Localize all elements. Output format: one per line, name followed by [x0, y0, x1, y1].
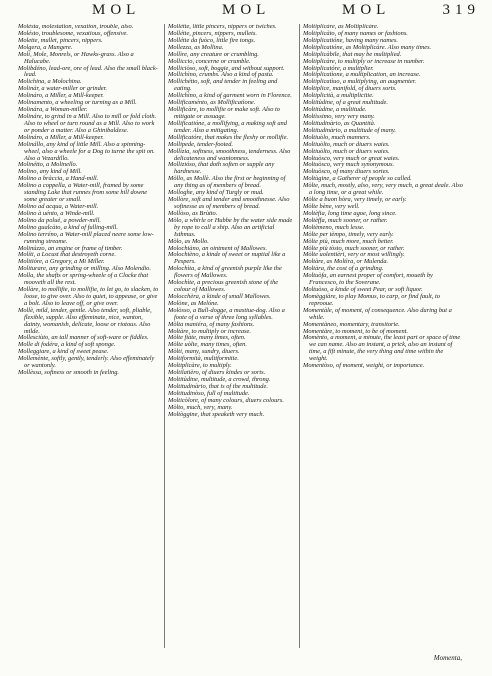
dictionary-entry: Molliciòso, soft, boggie, and without support.	[168, 64, 285, 72]
dictionary-entry: Moltìssimo, very very many.	[303, 112, 375, 120]
dictionary-entry: Mollipede, tender-footed.	[168, 140, 234, 148]
dictionary-entry: Molla, the shafts or spring-wheele of a Clocke that mooveth all the rest.	[18, 272, 149, 287]
dictionary-entry: Moltitudinàrio, as Quantità.	[303, 119, 376, 127]
dictionary-entry: Moltiplicatióne, as Moltiplicàre. Also many times.	[303, 43, 432, 51]
dictionary-entry: Mòlto, much, very, many.	[168, 403, 233, 411]
dictionary-entry: Moltiformità, multiformitie.	[168, 355, 239, 363]
dictionary-entry: Moltitùdine, of a great multitude.	[303, 99, 388, 107]
dictionary-entry: Mollétte, little pincers, nippers or twiches.	[168, 24, 277, 30]
dictionary-entry: Molichina, a Molochina.	[18, 78, 82, 86]
dictionary-entry: Moltiplicàto, of many names or fashions.	[303, 29, 408, 37]
dictionary-entry: Mòlte per tèmpo, timely, very early.	[303, 230, 394, 238]
dictionary-entry: Mòlte più, much more, much better.	[303, 237, 394, 245]
dictionary-entry: Moltiplicatìone, a multiplication, an increase.	[303, 71, 421, 79]
dictionary-entry: Momènto, a moment, a minute, the least part or space of time we can name. Also an instant, a prick, also an instant of time, a fift minute, the very thing and time within the weight.	[303, 334, 461, 363]
dictionary-entry: Moltiplicatìuo, a multiplying, an augmenter.	[303, 78, 417, 86]
column-2	[168, 24, 296, 650]
dictionary-entry: Momentòso, of moment, weight, or importance.	[303, 362, 425, 370]
dictionary-entry: Molgera, a Mungere.	[18, 43, 73, 51]
dictionary-entry: Mollesciùto, an tall manner of soft-ware or fiddles.	[18, 334, 149, 342]
dictionary-entry: Mòlte uòlte, many times, often.	[168, 341, 247, 349]
dictionary-entry: Moltitudinàrio, a multitude of many.	[303, 126, 397, 134]
running-head-left: MOL	[92, 2, 141, 18]
dictionary-entry: Moltiuòlo, much manners.	[303, 133, 371, 141]
dictionary-entry: Mollizióso, that doth soften or supple any hardnesse.	[168, 161, 275, 176]
dictionary-entry: Molino, any kind of Mill.	[18, 168, 82, 176]
dictionary-entry: Mollè, mild, tender, gentle. Also tender, soft, pliable, flexible, supple. Also effeminate, nice, wanton, dainty, womanish, delicate, loose or riotous. Also milde.	[18, 306, 152, 335]
dictionary-entry: Molòsso, a Bull-dogge, a mastiue-dog. Also a foote of a verse of three long syllables.	[168, 306, 285, 321]
dictionary-entry: Molinamento, a wheeling or turning as a Mill.	[18, 99, 137, 107]
dictionary-entry: Moltiplicatóre, a multiplier.	[303, 64, 374, 72]
column-divider-2	[299, 24, 300, 648]
running-head-right: MOL	[342, 2, 391, 18]
dictionary-entry: Mòlte fiàte, many times, often.	[168, 334, 246, 342]
dictionary-entry: Mollòre, soft and tender and smoothnesse. Also softnesse as of members of bread.	[168, 196, 290, 210]
dictionary-entry: Molino gualcàto, a kind of fulling-mill.	[18, 223, 118, 231]
dictionary-entry: Mollificatóre, that makes the fleshy or mollifie.	[168, 133, 289, 141]
dictionary-entry: Mòlte uolentièri, very or most willingly.	[303, 251, 405, 259]
dictionary-entry: Molí, Mole, Monrels, or Hawks-grass. Also a Halucabe.	[18, 50, 134, 65]
dictionary-entry: Moltuòfa, an earnest proper of comfort, moueth by Francesco, to the Soverane.	[303, 272, 433, 287]
dictionary-entry: Molle di fodéra, a kind of soft sponge.	[18, 341, 116, 349]
dictionary-entry: Moltùgine, a Gatherer of people so called.	[303, 175, 412, 183]
dictionary-entry: Moltàre, to multiply or increase.	[168, 327, 251, 335]
dictionary-entry: Momèggiàre, to play Momus, to carp, or find fault, to reprooue.	[303, 292, 440, 307]
page-number: 319	[442, 2, 480, 18]
dictionary-entry: Molino a coppella, a Water-mill, framed by some standing Lake that runnes from some hill downe some greater or small.	[18, 182, 148, 204]
dictionary-entry: Moltiuòlto, much or diuers waies.	[303, 140, 390, 148]
dictionary-entry: Molino à uénto, a Winde-mill.	[18, 209, 95, 217]
running-head-center: MOL	[222, 2, 271, 18]
dictionary-entry: Moltuòso, a kinde of sweet Pear, or soft liquor.	[303, 286, 423, 294]
page-header	[0, 0, 492, 24]
dictionary-entry: Moltiplicàre, to multiply.	[168, 362, 232, 370]
dictionary-entry: Molticòlore, of many colours, diuers colours.	[168, 396, 284, 404]
dictionary-entry: Moltuòsco, very much or great waies.	[303, 154, 400, 162]
dictionary-entry: Molinúzzo, an engine or frame of timber.	[18, 244, 123, 252]
dictionary-entry: Mollificàre, to mollifie or make soft. Also to mitigate or assuage.	[168, 106, 281, 120]
dictionary-entry: Mòlo, as Mollo.	[168, 237, 209, 245]
dictionary-entry: Moltèffa, much sooner, or rather.	[303, 216, 388, 224]
dictionary-entry: Moltiplice, manifold, of diuers sorts.	[303, 85, 397, 93]
dictionary-entry: Molino ad acqua, a Water-mill.	[18, 202, 99, 210]
dictionary-entry: Molitióre, a Gregory, a Mi Miller.	[18, 258, 105, 266]
dictionary-entry: Momentàre, to moment, to be of moment.	[303, 327, 409, 335]
dictionary-entry: Molochiàno, an ointment of Mallowes.	[168, 244, 268, 252]
dictionary-entry: Moltitùdine, multitude, a crowd, throng.	[168, 376, 271, 384]
dictionary-entry: Molochìte, a precious greenish stone of the colour of Mallowes.	[168, 279, 279, 294]
dictionary-entry: Mollétte, pincers, nippers, mullets.	[168, 29, 257, 37]
dictionary-entry: Molíti, a Locust that destroyeth corne.	[18, 251, 116, 259]
dictionary-entry: Molináro, a Miller, a Mill-keeper.	[18, 92, 104, 100]
dictionary-entry: Mòlte, much, mostly, also, very, very much, a great deale. Also a long time, or a great while.	[303, 182, 463, 197]
dictionary-entry: Mollìzia, softness, smoothness, tenderness. Also delicateness and wantonness.	[168, 147, 291, 162]
dictionary-entry: Moltitudinàrio, that is of the multitude.	[168, 382, 268, 390]
dictionary-entry: Mollèssa, softness or smooth in feeling.	[18, 369, 120, 377]
dictionary-entry: Molinállo, any kind of little Mill. Also a spinning-wheel, also a wheele for a Dog to turne the spit on. Also a Vezardillo.	[18, 140, 155, 162]
dictionary-entry: Momentàle, of moment, of consequence. Also during but a while.	[303, 306, 452, 321]
dictionary-entry: Molino terréno, a Water-mill placed neere some low-running streame.	[18, 230, 154, 245]
dictionary-entry: Moltitùdine, a multitude.	[303, 106, 367, 114]
dictionary-entry: Molinár, a water-miller or grinder.	[18, 85, 107, 93]
dictionary-entry: Molochièno, a kinde of sweet or nuptial like a Pespers.	[168, 251, 286, 266]
dictionary-entry: Mollemènte, softly, gently, tenderly. Also effeminately or wantonly.	[18, 355, 155, 370]
dictionary-entry: Mollichìno, crumbs. Also a kind of pasta.	[168, 71, 274, 79]
dictionary-entry: Mollòso, as Brùtto.	[168, 209, 218, 217]
dictionary-entry: Mòlte più tòsto, much sooner, or rather.	[303, 244, 405, 252]
catchword: Momenta,	[433, 654, 462, 662]
column-3	[303, 24, 463, 650]
dictionary-entry: Moltilatièro, of diuers kindes or sorts.	[168, 369, 266, 377]
dictionary-entry: Molloghe, any kind of Turgly or mud.	[168, 189, 264, 197]
column-divider-1	[164, 24, 165, 648]
dictionary-entry: Moltiplicàre, to multiply or increase in number.	[303, 57, 425, 65]
dictionary-entry: Mollìre, any creature or crumbling.	[168, 50, 259, 58]
dictionary-entry: Molésta, molestation, vexation, trouble, also.	[18, 24, 134, 30]
dictionary-entry: Mollificaménto, as Mollificatìone.	[168, 99, 256, 107]
dictionary-entry: Molinétto, a Molinello.	[18, 161, 78, 169]
dictionary-entry: Moltàre, as Moltìra, or Mulenda.	[303, 258, 389, 266]
dictionary-entry: Moltèfia, long time agoe, long since.	[303, 209, 397, 217]
dictionary-entry: Moltiplicità, a multiplicitie.	[303, 92, 374, 100]
dictionary-entry: Molette, mullet, pincers, nippers.	[18, 36, 103, 44]
dictionary-entry: Mollificatióne, a mollifying, a making soft and tender. Also a mitigating.	[168, 119, 287, 134]
dictionary-entry: Mòlta maniéra, of many fashions.	[168, 320, 255, 328]
dictionary-entry: Moltiplicàbile, that may be multiplied.	[303, 50, 402, 58]
dictionary-entry: Mòlo, a whirle or Hubbe by the water side made by rope to call a ship. Also an artificial Isthmus.	[168, 216, 293, 238]
dictionary-entry: Moltitudinòso, full of multitude.	[168, 389, 250, 397]
dictionary-entry: Moltiuòlto, much or diuers waies.	[303, 147, 390, 155]
dictionary-entry: Moltiplicàre, as Moltiplicàre.	[303, 24, 379, 30]
dictionary-entry: Moltuòsco, of many diuers sortes.	[303, 168, 390, 176]
dictionary-entry: Mòlte bène, very well.	[303, 202, 360, 210]
column-1	[18, 24, 161, 650]
dictionary-entry: Molibdéno, lead-ore, ore of lead. Also the small black-lead.	[18, 64, 158, 79]
dictionary-entry: Mollichétto, soft, and tender in feeling and eating.	[168, 78, 278, 93]
dictionary-entry: Mollàre, to mollifie, to mollifie, to let go, to slacken, to loose, to give over. Also to quiet, to appease, or give a bolt. Also to leave off, or give over.	[18, 286, 159, 307]
dictionary-entry: Moltèmeno, much lesse.	[303, 223, 365, 231]
dictionary-entry: Molino da polué, a powder-mill.	[18, 216, 101, 224]
dictionary-entry: Moltiplicatióne, having many names.	[303, 36, 398, 44]
dictionary-entry: Mòllo, as Mollè. Also the first or beginning of any thing as of members of bread.	[168, 175, 286, 190]
dictionary-entry: Moliturare, any grinding or milling. Also Molendio.	[18, 265, 151, 273]
dictionary-entry: Mòlte a buon hòra, very timely, or early.	[303, 196, 407, 204]
dictionary-entry: Mollétte da fuòco, little fire tongs.	[168, 36, 256, 44]
dictionary-entry: Mollichìno, a kind of garment worn in Florence.	[168, 92, 292, 100]
dictionary-entry: Molináro, a Miller, a Mill-keeper.	[18, 133, 104, 141]
dictionary-entry: Molleggiare, a kind of sweet pease.	[18, 348, 109, 356]
dictionary-entry: Molliccio, concerne or crumble.	[168, 57, 251, 65]
dictionary-entry: Molòne, as Melóne.	[168, 299, 219, 307]
dictionary-entry: Momentàneo, momentary, transitorie.	[303, 320, 400, 328]
dictionary-entry: Moltàra, the cost of a grinding.	[303, 265, 384, 273]
dictionary-entry: Molino a bràccia, a Hand-mill.	[18, 175, 99, 183]
dictionary-entry: Molinára, a Woman-miller.	[18, 106, 88, 114]
dictionary-entry: Molochìta, a kind of greenish purple like the flowers of Mallowes.	[168, 265, 282, 280]
dictionary-entry: Moltuòsco, very much synonymous.	[303, 161, 395, 169]
dictionary-entry: Moltòggine, that speaketh very much.	[168, 410, 265, 418]
dictionary-entry: Molináre, to grind in a Mill. Also to mill or fold cloth. Also to wheel or turn round as a Mill. Also to work or ponder a matter. Also a Ghinibaldese.	[18, 112, 157, 134]
dictionary-entry: Mollezza, as Mollina.	[168, 43, 224, 51]
dictionary-entry: Molocchèra, a kinde of small Mallowes.	[168, 292, 271, 300]
dictionary-entry: Molésto, troublesome, vexatious, offensive.	[18, 29, 128, 37]
dictionary-entry: Mòlti, many, sundry, diuers.	[168, 348, 240, 356]
